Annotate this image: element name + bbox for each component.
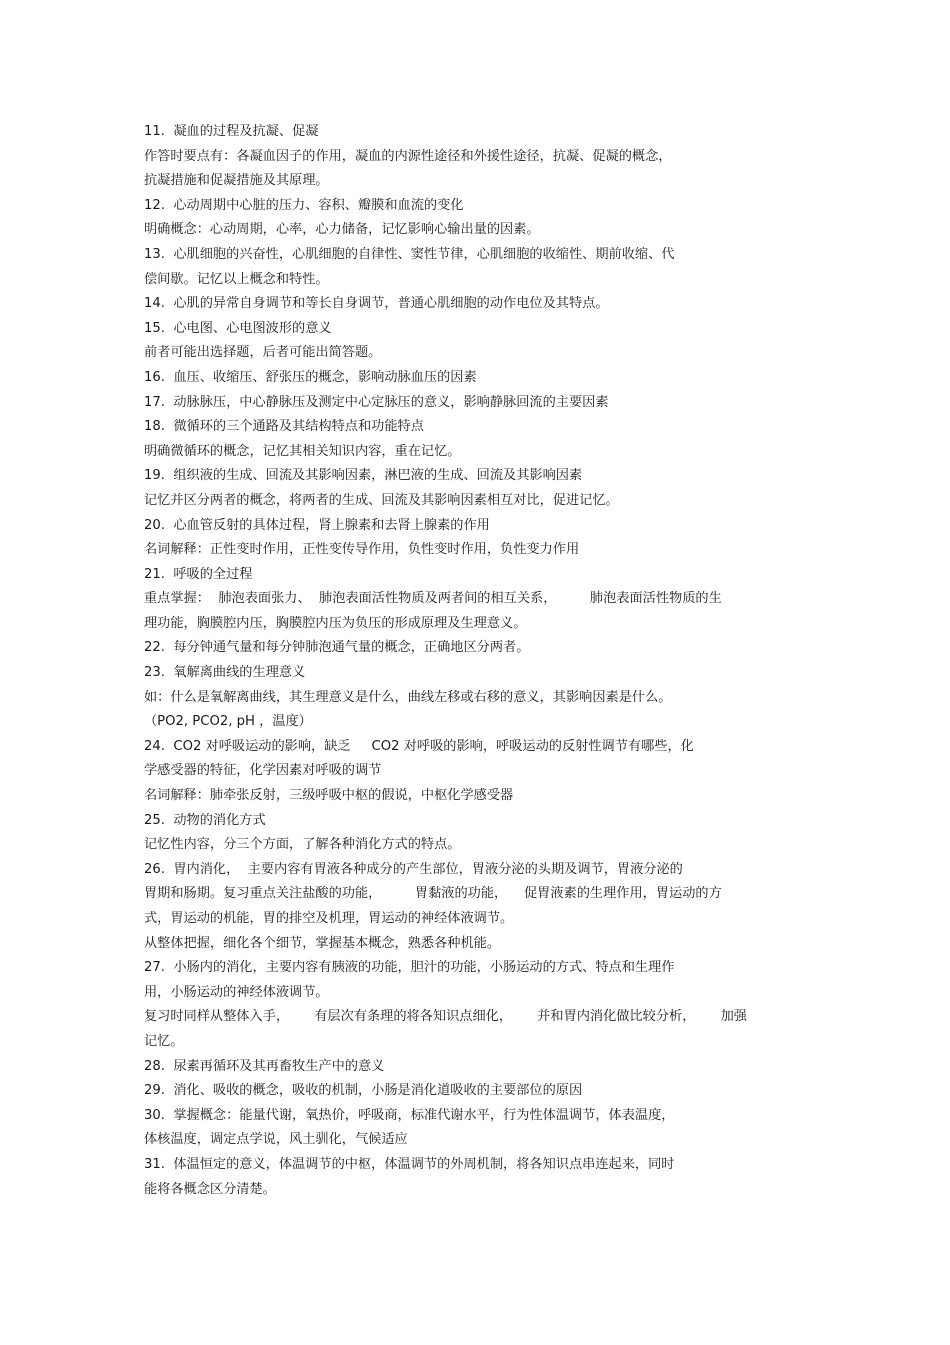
text-line: 明确微循环的概念，记忆其相关知识内容，重在记忆。 bbox=[144, 443, 461, 459]
text-line: 胃期和肠期。复习重点关注盐酸的功能， 胃黏液的功能， 促胃液素的生理作用，胃运动的方 bbox=[144, 886, 722, 902]
heading-item-17: 17. 动脉脉压，中心静脉压及测定中心定脉压的意义，影响静脉回流的主要因素 bbox=[144, 394, 609, 410]
heading-item-16: 16. 血压、收缩压、舒张压的概念，影响动脉血压的因素 bbox=[144, 369, 477, 385]
text-line: 用，小肠运动的神经体液调节。 bbox=[144, 984, 329, 1000]
text-line: 记忆性内容，分三个方面，了解各种消化方式的特点。 bbox=[144, 837, 461, 853]
heading-item-22: 22. 每分钟通气量和每分钟肺泡通气量的概念，正确地区分两者。 bbox=[144, 640, 530, 656]
text-line: 记忆并区分两者的概念，将两者的生成、回流及其影响因素相互对比，促进记忆。 bbox=[144, 492, 619, 508]
text-line: 体核温度，调定点学说，风土驯化，气候适应 bbox=[144, 1132, 408, 1148]
text-line: 前者可能出选择题，后者可能出简答题。 bbox=[144, 345, 382, 361]
heading-item-23: 23. 氧解离曲线的生理意义 bbox=[144, 665, 306, 681]
heading-item-15: 15. 心电图、心电图波形的意义 bbox=[144, 320, 332, 336]
heading-item-13: 13. 心肌细胞的兴奋性，心肌细胞的自律性、窦性节律，心肌细胞的收缩性、期前收缩、代 bbox=[144, 246, 675, 262]
heading-item-19: 19. 组织液的生成、回流及其影响因素，淋巴液的生成、回流及其影响因素 bbox=[144, 468, 583, 484]
document-body bbox=[144, 120, 824, 1202]
text-line: 理功能，胸膜腔内压，胸膜腔内压为负压的形成原理及生理意义。 bbox=[144, 615, 527, 631]
text-line: 能将各概念区分清楚。 bbox=[144, 1181, 276, 1197]
heading-item-27: 27. 小肠内的消化，主要内容有胰液的功能，胆汁的功能，小肠运动的方式、特点和生理作 bbox=[144, 960, 675, 976]
heading-item-21: 21. 呼吸的全过程 bbox=[144, 566, 253, 582]
heading-item-26: 26. 胃内消化， 主要内容有胃液各种成分的产生部位，胃液分泌的头期及调节，胃液分泌的 bbox=[144, 861, 683, 877]
text-line: 名词解释：肺牵张反射，三级呼吸中枢的假说，中枢化学感受器 bbox=[144, 788, 514, 804]
text-line: 重点掌握： 肺泡表面张力、 肺泡表面活性物质及两者间的相互关系， 肺泡表面活性物质的生 bbox=[144, 591, 722, 607]
heading-item-28: 28. 尿素再循环及其再畜牧生产中的意义 bbox=[144, 1058, 385, 1074]
text-line: 偿间歇。记忆以上概念和特性。 bbox=[144, 271, 329, 287]
heading-item-24: 24. CO2 对呼吸运动的影响，缺乏 CO2 对呼吸的影响，呼吸运动的反射性调节有哪些，化 bbox=[144, 738, 694, 754]
text-line: 学感受器的特征，化学因素对呼吸的调节 bbox=[144, 763, 382, 779]
heading-item-11: 11. 凝血的过程及抗凝、促凝 bbox=[144, 124, 319, 139]
heading-item-30: 30. 掌握概念：能量代谢，氧热价，呼吸商，标准代谢水平，行为性体温调节，体表温度， bbox=[144, 1107, 675, 1123]
heading-item-12: 12. 心动周期中心脏的压力、容积、瓣膜和血流的变化 bbox=[144, 197, 464, 213]
text-line: 抗凝措施和促凝措施及其原理。 bbox=[144, 173, 329, 189]
heading-item-14: 14. 心肌的异常自身调节和等长自身调节，普通心肌细胞的动作电位及其特点。 bbox=[144, 296, 609, 312]
heading-item-18: 18. 微循环的三个通路及其结构特点和功能特点 bbox=[144, 419, 424, 435]
heading-item-31: 31. 体温恒定的意义，体温调节的中枢，体温调节的外周机制，将各知识点串连起来，同时 bbox=[144, 1156, 675, 1172]
text-line: 作答时要点有：各凝血因子的作用，凝血的内源性途径和外援性途径，抗凝、促凝的概念， bbox=[144, 148, 672, 164]
text-line: 复习时同样从整体入手， 有层次有条理的将各知识点细化， 并和胃内消化做比较分析， 加强 bbox=[144, 1009, 747, 1025]
heading-item-25: 25. 动物的消化方式 bbox=[144, 812, 266, 828]
text-line: 如：什么是氧解离曲线，其生理意义是什么，曲线左移或右移的意义，其影响因素是什么。 bbox=[144, 689, 672, 705]
heading-item-20: 20. 心血管反射的具体过程，肾上腺素和去肾上腺素的作用 bbox=[144, 517, 490, 533]
text-line: 记忆。 bbox=[144, 1033, 184, 1049]
text-line: 从整体把握，细化各个细节，掌握基本概念，熟悉各种机能。 bbox=[144, 935, 501, 951]
text-line: （PO2, PCO2, pH ，温度） bbox=[144, 714, 312, 730]
text-line: 式，胃运动的机能，胃的排空及机理，胃运动的神经体液调节。 bbox=[144, 911, 514, 926]
text-line: 名词解释：正性变时作用，正性变传导作用，负性变时作用，负性变力作用 bbox=[144, 542, 580, 558]
text-line: 明确概念：心动周期，心率，心力储备，记忆影响心输出量的因素。 bbox=[144, 222, 540, 238]
heading-item-29: 29. 消化、吸收的概念，吸收的机制，小肠是消化道吸收的主要部位的原因 bbox=[144, 1083, 583, 1099]
